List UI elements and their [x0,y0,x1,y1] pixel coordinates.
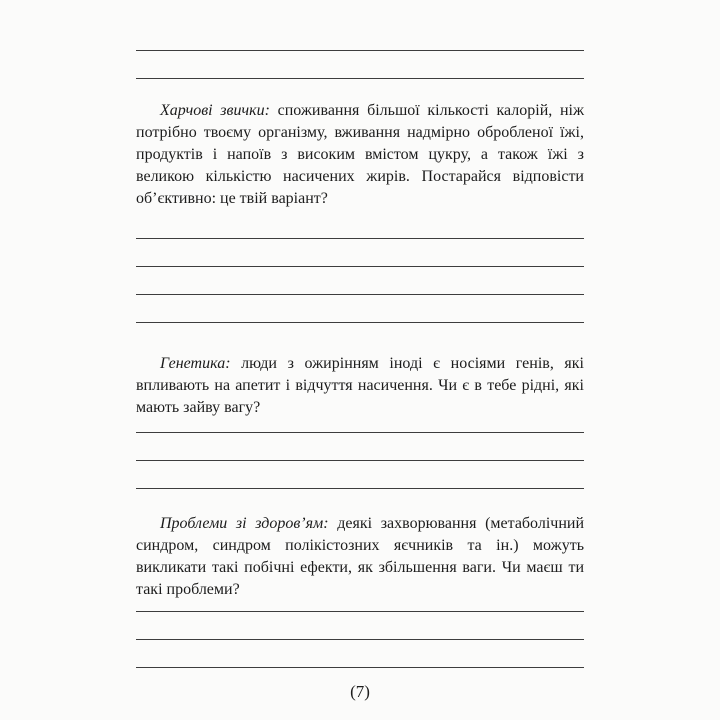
answer-line [136,294,584,295]
answer-lines-top [136,50,584,79]
answer-line [136,639,584,640]
answer-line [136,50,584,51]
answer-lines-genetics [136,432,584,489]
paragraph-body: деякі захворювання (метаболічний синдром, синдром полікістозних яєчників та ін.) можуть викликати такі побічні ефекти, як збільшення ваги. Чи маєш ти такі проблеми? [136,515,585,598]
paragraph-body: споживання більшої кількості калорій, ніж потрібно твоєму організму, вживання надмірно обробленої їжі, продуктів і напоїв з високим вмістом цукру, а також їжі з великою кількістю насичених жирів. Постарайся відповісти об’єктивно: це твій варіант? [136,102,585,207]
answer-lines-health-problems [136,611,584,668]
answer-line [136,322,584,323]
paragraph-health-problems [136,513,584,601]
answer-line [136,611,584,612]
page-number: (7) [350,682,370,701]
paragraph-eating-habits [136,100,584,210]
paragraph-lead: Харчові звички: [160,102,270,119]
answer-line [136,460,584,461]
answer-line [136,78,584,79]
paragraph-lead: Проблеми зі здоров’ям: [160,515,329,532]
answer-line [136,667,584,668]
answer-line [136,432,584,433]
paragraph-genetics [136,353,584,419]
answer-line [136,488,584,489]
paragraph-lead: Генетика: [160,355,231,372]
answer-lines-eating-habits [136,238,584,323]
answer-line [136,266,584,267]
paragraph-body: люди з ожирінням іноді є носіями генів, які впливають на апетит і відчуття насичення. Чи є в тебе рідні, які мають зайву вагу? [136,355,585,416]
answer-line [136,238,584,239]
